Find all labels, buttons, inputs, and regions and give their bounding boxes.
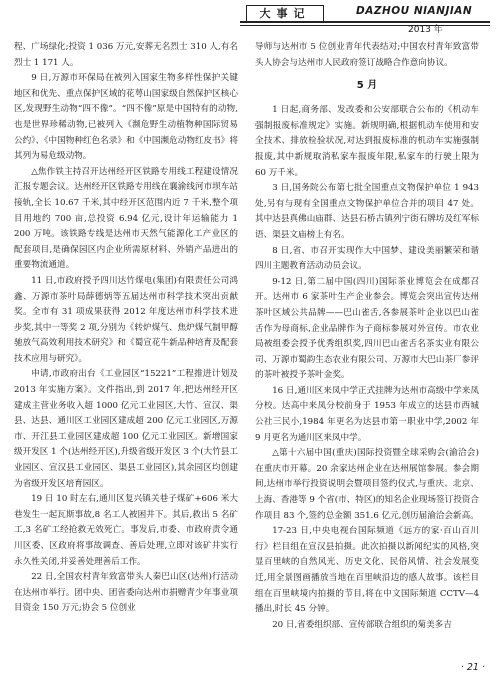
chronicle-entry: 9-12 日,第二届中国(四川)国际茶业博览会在成都召开。达州市 6 家茶叶生产企业参会。博览会突出宣传达州茶叶区域公共品牌——巴山雀舌,各参展茶叶企业以巴山雀舌作为母商标,企业品牌作为子商标参展对外宣传。市农业局被组委会授予优秀组织奖,四川巴山雀舌名茶实业有限公司、万源市蜀韵生态农业有限公司、万源市大巴山茶厂参评的茶叶被授予茶叶金奖。 [255, 276, 479, 381]
chronicle-entry: 19 日 10 时左右,通川区复兴镇关巷子煤矿+606 米大巷发生一起瓦斯事故,8 名工人被困井下。其后,救出 5 名矿工,3 名矿工经抢救无效死亡。事发后,市委、市政府责令通川区委、区政府将事故调查、善后处理,立即对该矿井实行永久性关闭,并妥善处理善后工作。 [14, 494, 238, 567]
chronicle-entry: 1 日起,商务部、发改委和公安部联合公布的《机动车强制报废标准规定》实施。新规明确,根据机动车使用和安全技术、排放检验状况,对达到报废标准的机动车实施强制报废,其中新规取消私家车报废年限,私家车的行驶上限为 60 万千米。 [255, 105, 479, 178]
chronicle-entry: 9 日,万源市环保局在被列入国家生物多样性保护关键地区和优先、重点保护区域的花萼山国家级自然保护区核心区,发现野生动物“四不像”。“四不像”原是中国特有的动物,也是世界珍稀动物,已被列入《濒危野生动植物种国际贸易公约》、《中国物种红色名录》和《中国濒危动物红皮书》将其列为易危级动物。 [14, 73, 238, 162]
right-column-entries [255, 103, 479, 633]
yearbook-brand: DAZHOU NIANJIAN [356, 5, 473, 17]
chronicle-entry: 3 日,国务院公布第七批全国重点文物保护单位 1 943 处,另有与现有全国重点文物保护单位合并的项目 47 处。其中达县真佛山庙群、达县石桥古镇列宁街石牌坊及红军标语、渠县文庙榜上有名。 [255, 183, 479, 240]
section-label: 大事记 [246, 5, 324, 22]
chronicle-entry: 16 日,通川区来凤中学正式挂牌为达州市高级中学来凤分校。达高中来凤分校前身于 1953 年成立的达县市西城公社三民小,1984 年更名为达县市第一职业中学,2002 年 9 月更名为通川区来凤中学。 [255, 385, 479, 443]
header-year: 2013 年 [408, 25, 443, 35]
chronicle-entry: 程、广场绿化;投资 1 036 万元,安葬无名烈士 310 人,有名烈士 1 171 人。 [14, 42, 238, 68]
page-number: · 21 · [460, 662, 485, 673]
chronicle-entry: △第十六届中国(重庆)国际投资暨全球采购会(渝洽会)在重庆市开幕。20 余家达州企业在达州展馆参展。参会期间,达州市举行投资说明会暨项目签约仪式,与重庆、北京、上海、香港等 9 个省(市、特区)的知名企业现场签订投资合作项目 83 个,签约总金额 351.6 亿元,创历届渝洽会新高。 [255, 448, 479, 521]
chronicle-entry: 17-23 日,中央电视台国际频道《远方的家·百山百川行》栏目组在宣汉县拍摄。此次拍摄以新闻纪实的风格,突显百里峡的自然风光、历史文化、民俗风情、社会发展变迁,用全景图画播放当地在百里峡沿边的感人故事。该栏目组在百里峡境内拍摄的节目,将在中文国际频道 CCTV—4 播出,时长 45 分钟。 [255, 526, 479, 615]
chronicle-entry: 8 日,省、市召开实现作大中国梦、建设美丽繁荣和谐四川主题教育活动动员会议。 [255, 245, 479, 272]
chronicle-entry: 22 日,全国农村青年致富带头人秦巴山区(达州)行活动在达州市举行。团中央、团省委向达州市捐赠青少年事业项目资金 150 万元;协会 5 位创业 [14, 572, 238, 614]
month-heading: 5 月 [356, 80, 378, 92]
chronicle-entry: 导师与达州市 5 位创业青年代表结对;中国农村青年致富带头人协会与达州市人民政府签订战略合作意向协议。 [255, 42, 479, 68]
page-header [0, 0, 497, 40]
header-rule-thick [240, 21, 490, 23]
chronicle-entry: △焦作铁主持召开达州经开区铁路专用线工程建设情况汇报专题会议。达州经开区铁路专用线在襄渝线河市坝车站接轨,全长 10.67 千米,其中经开区范围内近 7 千米,整个项目用地约 700 亩,总投资 6.94 亿元,设计年运输能力 1 200 万吨。该铁路专线是达州市天然气能源化工产业区的配套项目,是确保园区内企业所需原材料、外销产品进出的重要物流通道。 [14, 166, 238, 271]
chronicle-entry: 11 日,市政府授予四川达竹煤电(集团)有限责任公司鸿鑫、万源市茶叶局薛德炳等五届达州市科学技术突出贡献奖。全市有 31 项成果获得 2012 年度达州市科学技术进步奖,其中一等奖 2 项,分别为《转炉煤气、焦炉煤气制甲醇驰放气高效利用技术研究》和《蜀宣花牛新品种培育及配套技术应用与研究》。 [14, 275, 238, 364]
right-column [255, 40, 479, 662]
header-rule-thin [240, 25, 490, 26]
right-column-top [255, 40, 479, 71]
chronicle-entry: 申请,市政府出台《工业园区“15221”工程推进计划及 2013 年实施方案》。文件指出,到 2017 年,把达州经开区建成主营业务收入超 1000 亿元工业园区,大竹、宣汉、渠县、达县、通川区工业园区建成超 200 亿元工业园区,万源市、开江县工业园区建成超 100 亿元工业园区。新增国家级开发区 1 个(达州经开区),升级省级开发区 3 个(大竹县工业园区、宣汉县工业园区、渠县工业园区),其余园区均创建为省级开发区培育园区。 [14, 369, 238, 489]
left-column [14, 40, 238, 662]
chronicle-entry: 20 日,省委组织部、宣传部联合组织的菊美多吉 [272, 619, 452, 630]
